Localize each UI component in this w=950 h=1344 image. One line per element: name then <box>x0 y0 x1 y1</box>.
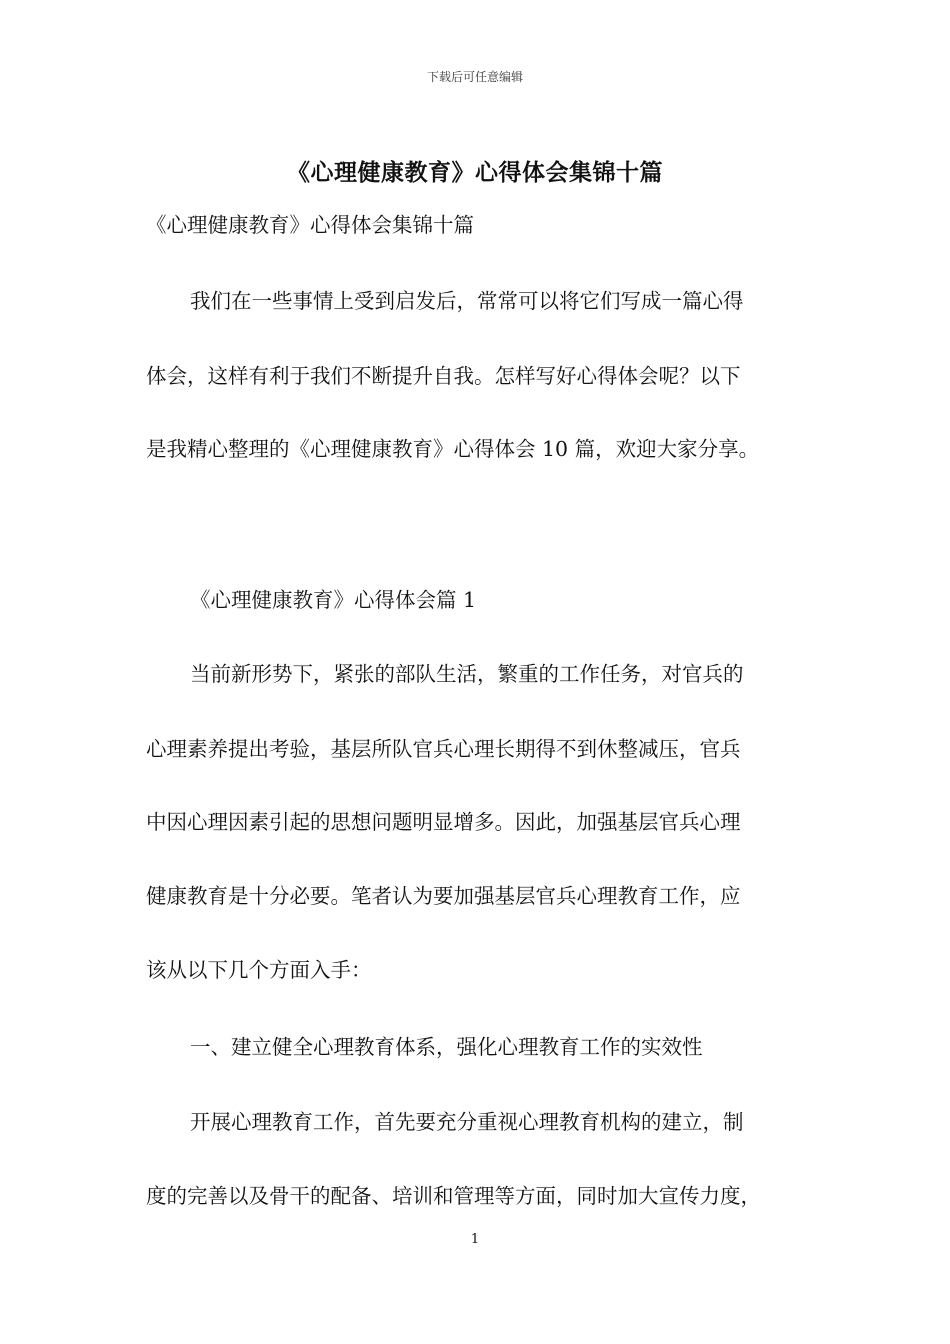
intro-line-2: 体会，这样有利于我们不断提升自我。怎样写好心得体会呢？以下 <box>146 364 741 388</box>
paragraph2-line-1: 开展心理教育工作，首先要充分重视心理教育机构的建立，制 <box>190 1110 744 1134</box>
paragraph1-line-2: 心理素养提出考验，基层所队官兵心理长期得不到休整减压，官兵 <box>146 737 741 761</box>
paragraph1-line-1: 当前新形势下，紧张的部队生活，繁重的工作任务，对官兵的 <box>190 662 744 686</box>
intro-line-3: 是我精心整理的《心理健康教育》心得体会 10 篇，欢迎大家分享。 <box>146 437 760 461</box>
paragraph1-line-3: 中因心理因素引起的思想问题明显增多。因此，加强基层官兵心理 <box>146 810 741 834</box>
paragraph1-line-4: 健康教育是十分必要。笔者认为要加强基层官兵心理教育工作，应 <box>146 884 741 908</box>
section-heading: 《心理健康教育》心得体会篇 1 <box>190 588 477 612</box>
paragraph1-line-5: 该从以下几个方面入手： <box>146 958 372 982</box>
page-number: 1 <box>470 1232 480 1247</box>
download-note: 下载后可任意编辑 <box>426 70 523 84</box>
paragraph2-line-2: 度的完善以及骨干的配备、培训和管理等方面，同时加大宣传力度， <box>146 1184 761 1208</box>
point-one-heading: 一、建立健全心理教育体系，强化心理教育工作的实效性 <box>190 1035 703 1059</box>
intro-line-1: 我们在一些事情上受到启发后，常常可以将它们写成一篇心得 <box>190 289 744 313</box>
document-subtitle: 《心理健康教育》心得体会集锦十篇 <box>146 213 474 237</box>
document-title: 《心理健康教育》心得体会集锦十篇 <box>287 159 663 186</box>
